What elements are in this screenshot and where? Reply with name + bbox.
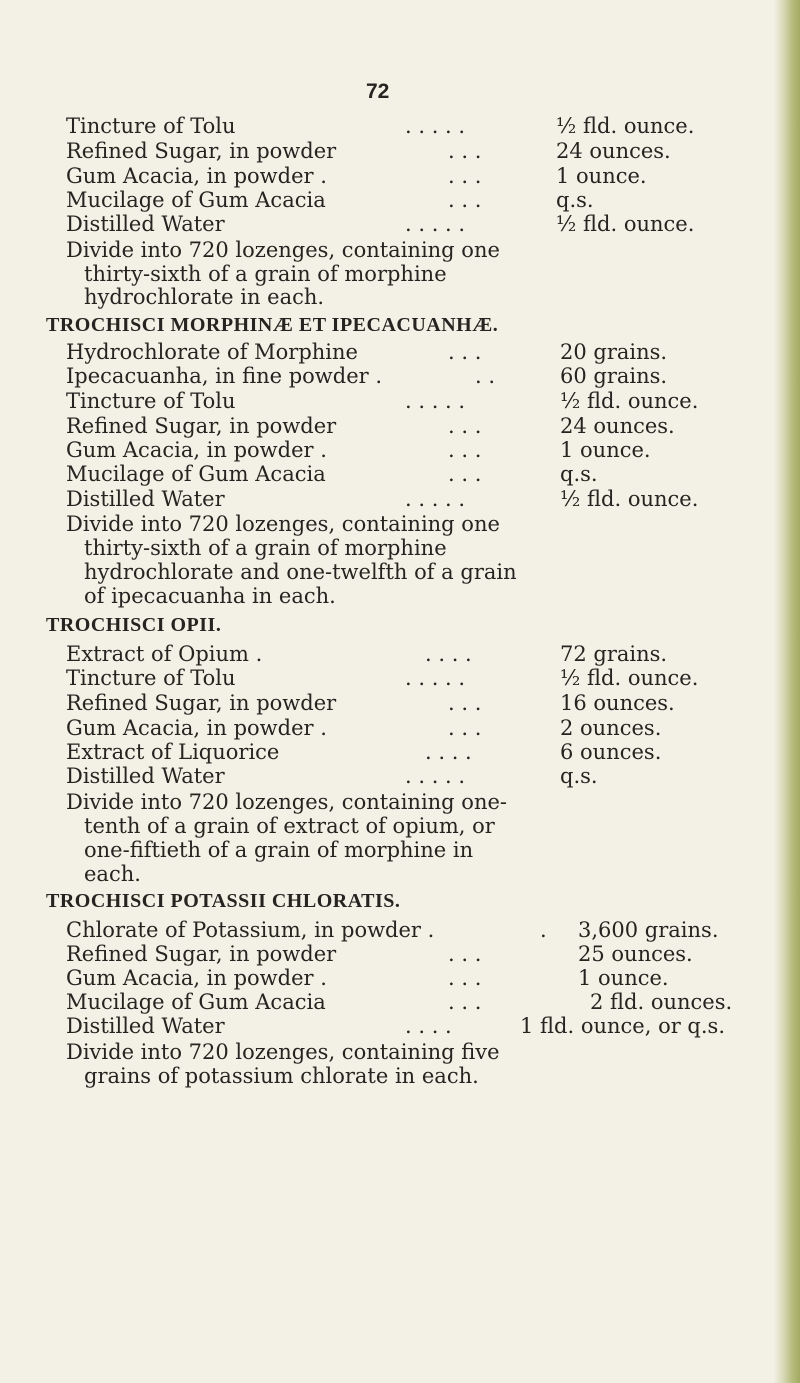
ingredient-name: Tincture of Tolu: [66, 389, 236, 413]
ingredient-quantity: ½ fld. ounce.: [556, 114, 695, 138]
ingredient-quantity: 1 ounce.: [560, 438, 651, 462]
leader-dots: . . .: [448, 340, 482, 364]
ingredient-quantity: 6 ounces.: [560, 740, 662, 764]
ingredient-name: Mucilage of Gum Acacia: [66, 462, 326, 486]
ingredient-name: Refined Sugar, in powder: [66, 942, 337, 966]
direction-text: thirty-sixth of a grain of morphine: [84, 262, 447, 286]
direction-text: Divide into 720 lozenges, containing one-: [66, 790, 507, 814]
leader-dots: . . . .: [425, 642, 472, 666]
leader-dots: . . .: [448, 716, 482, 740]
leader-dots: . . . .: [405, 1014, 452, 1038]
ingredient-quantity: q.s.: [560, 462, 598, 486]
ingredient-name: Tincture of Tolu: [66, 666, 236, 690]
leader-dots: . . .: [448, 139, 482, 163]
leader-dots: . . .: [448, 691, 482, 715]
leader-dots: . . .: [448, 164, 482, 188]
ingredient-name: Mucilage of Gum Acacia: [66, 188, 326, 212]
ingredient-name: Extract of Opium .: [66, 642, 263, 666]
leader-dots: . .: [475, 364, 496, 388]
ingredient-quantity: 1 ounce.: [556, 164, 647, 188]
section-heading: TROCHISCI POTASSII CHLORATIS.: [46, 890, 401, 912]
leader-dots: . . . . .: [405, 666, 466, 690]
ingredient-name: Distilled Water: [66, 764, 225, 788]
direction-text: thirty-sixth of a grain of morphine: [84, 536, 447, 560]
ingredient-name: Chlorate of Potassium, in powder .: [66, 918, 435, 942]
section-heading: TROCHISCI OPII.: [46, 614, 222, 636]
ingredient-quantity: 3,600 grains.: [578, 918, 719, 942]
ingredient-quantity: 25 ounces.: [578, 942, 693, 966]
ingredient-quantity: ½ fld. ounce.: [556, 212, 695, 236]
ingredient-name: Extract of Liquorice: [66, 740, 280, 764]
page-edge-shading: [774, 0, 800, 1383]
leader-dots: . . . . .: [405, 212, 466, 236]
leader-dots: . . . . .: [405, 487, 466, 511]
ingredient-quantity: q.s.: [556, 188, 594, 212]
ingredient-quantity: ½ fld. ounce.: [560, 666, 699, 690]
ingredient-name: Refined Sugar, in powder: [66, 691, 337, 715]
leader-dots: .: [540, 918, 547, 942]
direction-text: tenth of a grain of extract of opium, or: [84, 814, 495, 838]
ingredient-name: Hydrochlorate of Morphine: [66, 340, 358, 364]
ingredient-name: Mucilage of Gum Acacia: [66, 990, 326, 1014]
page-number: 72: [366, 80, 390, 103]
direction-text: each.: [84, 862, 141, 886]
leader-dots: . . . .: [425, 740, 472, 764]
ingredient-quantity: 2 ounces.: [560, 716, 662, 740]
leader-dots: . . .: [448, 990, 482, 1014]
ingredient-quantity: 24 ounces.: [556, 139, 671, 163]
leader-dots: . . .: [448, 188, 482, 212]
ingredient-quantity: 72 grains.: [560, 642, 668, 666]
direction-text: Divide into 720 lozenges, containing one: [66, 512, 500, 536]
ingredient-name: Ipecacuanha, in fine powder .: [66, 364, 383, 388]
leader-dots: . . . . .: [405, 389, 466, 413]
ingredient-quantity: 60 grains.: [560, 364, 668, 388]
leader-dots: . . .: [448, 942, 482, 966]
ingredient-name: Refined Sugar, in powder: [66, 139, 337, 163]
leader-dots: . . . . .: [405, 114, 466, 138]
ingredient-quantity: 24 ounces.: [560, 414, 675, 438]
ingredient-quantity: 1 fld. ounce, or q.s.: [520, 1014, 725, 1038]
direction-text: one-fiftieth of a grain of morphine in: [84, 838, 474, 862]
leader-dots: . . .: [448, 966, 482, 990]
direction-text: Divide into 720 lozenges, containing five: [66, 1040, 500, 1064]
ingredient-quantity: 1 ounce.: [578, 966, 669, 990]
ingredient-name: Gum Acacia, in powder .: [66, 438, 327, 462]
ingredient-quantity: 20 grains.: [560, 340, 668, 364]
ingredient-name: Refined Sugar, in powder: [66, 414, 337, 438]
direction-text: grains of potassium chlorate in each.: [84, 1064, 479, 1088]
ingredient-name: Distilled Water: [66, 487, 225, 511]
leader-dots: . . .: [448, 414, 482, 438]
ingredient-name: Tincture of Tolu: [66, 114, 236, 138]
leader-dots: . . . . .: [405, 764, 466, 788]
ingredient-name: Gum Acacia, in powder .: [66, 966, 327, 990]
ingredient-quantity: 2 fld. ounces.: [590, 990, 733, 1014]
leader-dots: . . .: [448, 462, 482, 486]
direction-text: hydrochlorate and one-twelfth of a grain: [84, 560, 517, 584]
ingredient-name: Gum Acacia, in powder .: [66, 164, 327, 188]
section-heading: TROCHISCI MORPHINÆ ET IPECACUANHÆ.: [46, 314, 499, 336]
ingredient-name: Distilled Water: [66, 1014, 225, 1038]
ingredient-quantity: ½ fld. ounce.: [560, 389, 699, 413]
direction-text: hydrochlorate in each.: [84, 285, 325, 309]
ingredient-quantity: ½ fld. ounce.: [560, 487, 699, 511]
leader-dots: . . .: [448, 438, 482, 462]
ingredient-name: Gum Acacia, in powder .: [66, 716, 327, 740]
ingredient-quantity: q.s.: [560, 764, 598, 788]
direction-text: of ipecacuanha in each.: [84, 584, 336, 608]
ingredient-quantity: 16 ounces.: [560, 691, 675, 715]
ingredient-name: Distilled Water: [66, 212, 225, 236]
direction-text: Divide into 720 lozenges, containing one: [66, 238, 500, 262]
